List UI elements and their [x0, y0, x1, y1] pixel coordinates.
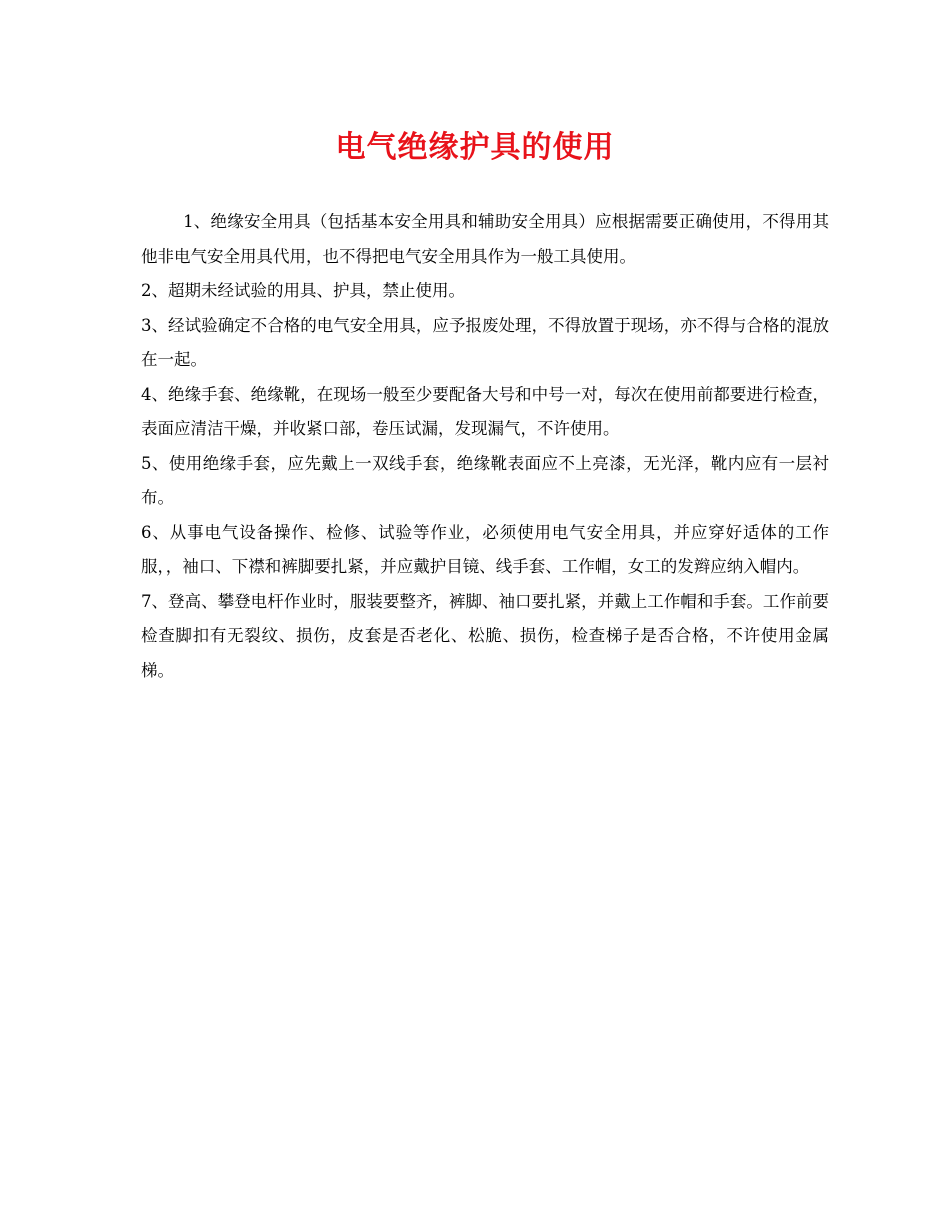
paragraph-5: 5、使用绝缘手套，应先戴上一双线手套，绝缘靴表面应不上亮漆，无光泽，靴内应有一层衬布。: [141, 453, 829, 507]
paragraph-2: 2、超期未经试验的用具、护具，禁止使用。: [141, 281, 465, 300]
paragraph-1: 1、绝缘安全用具（包括基本安全用具和辅助安全用具）应根据需要正确使用，不得用其他非电气安全用具代用，也不得把电气安全用具作为一般工具使用。: [141, 212, 829, 266]
paragraph-6: 6、从事电气设备操作、检修、试验等作业，必须使用电气安全用具，并应穿好适体的工作服，，袖口、下襟和裤脚要扎紧，并应戴护目镜、线手套、工作帽，女工的发辫应纳入帽内。: [141, 522, 829, 576]
document-body: [141, 205, 829, 688]
paragraph-4: 4、绝缘手套、绝缘靴，在现场一般至少要配备大号和中号一对，每次在使用前都要进行检查，表面应清洁干燥，并收紧口部，卷压试漏，发现漏气，不许使用。: [141, 384, 829, 438]
paragraph-3: 3、经试验确定不合格的电气安全用具，应予报废处理，不得放置于现场，亦不得与合格的混放在一起。: [141, 315, 829, 369]
document-title: 电气绝缘护具的使用: [335, 130, 615, 165]
paragraph-7: 7、登高、攀登电杆作业时，服装要整齐，裤脚、袖口要扎紧，并戴上工作帽和手套。工作前要检查脚扣有无裂纹、损伤，皮套是否老化、松脆、损伤，检查梯子是否合格，不许使用金属梯。: [141, 591, 829, 680]
